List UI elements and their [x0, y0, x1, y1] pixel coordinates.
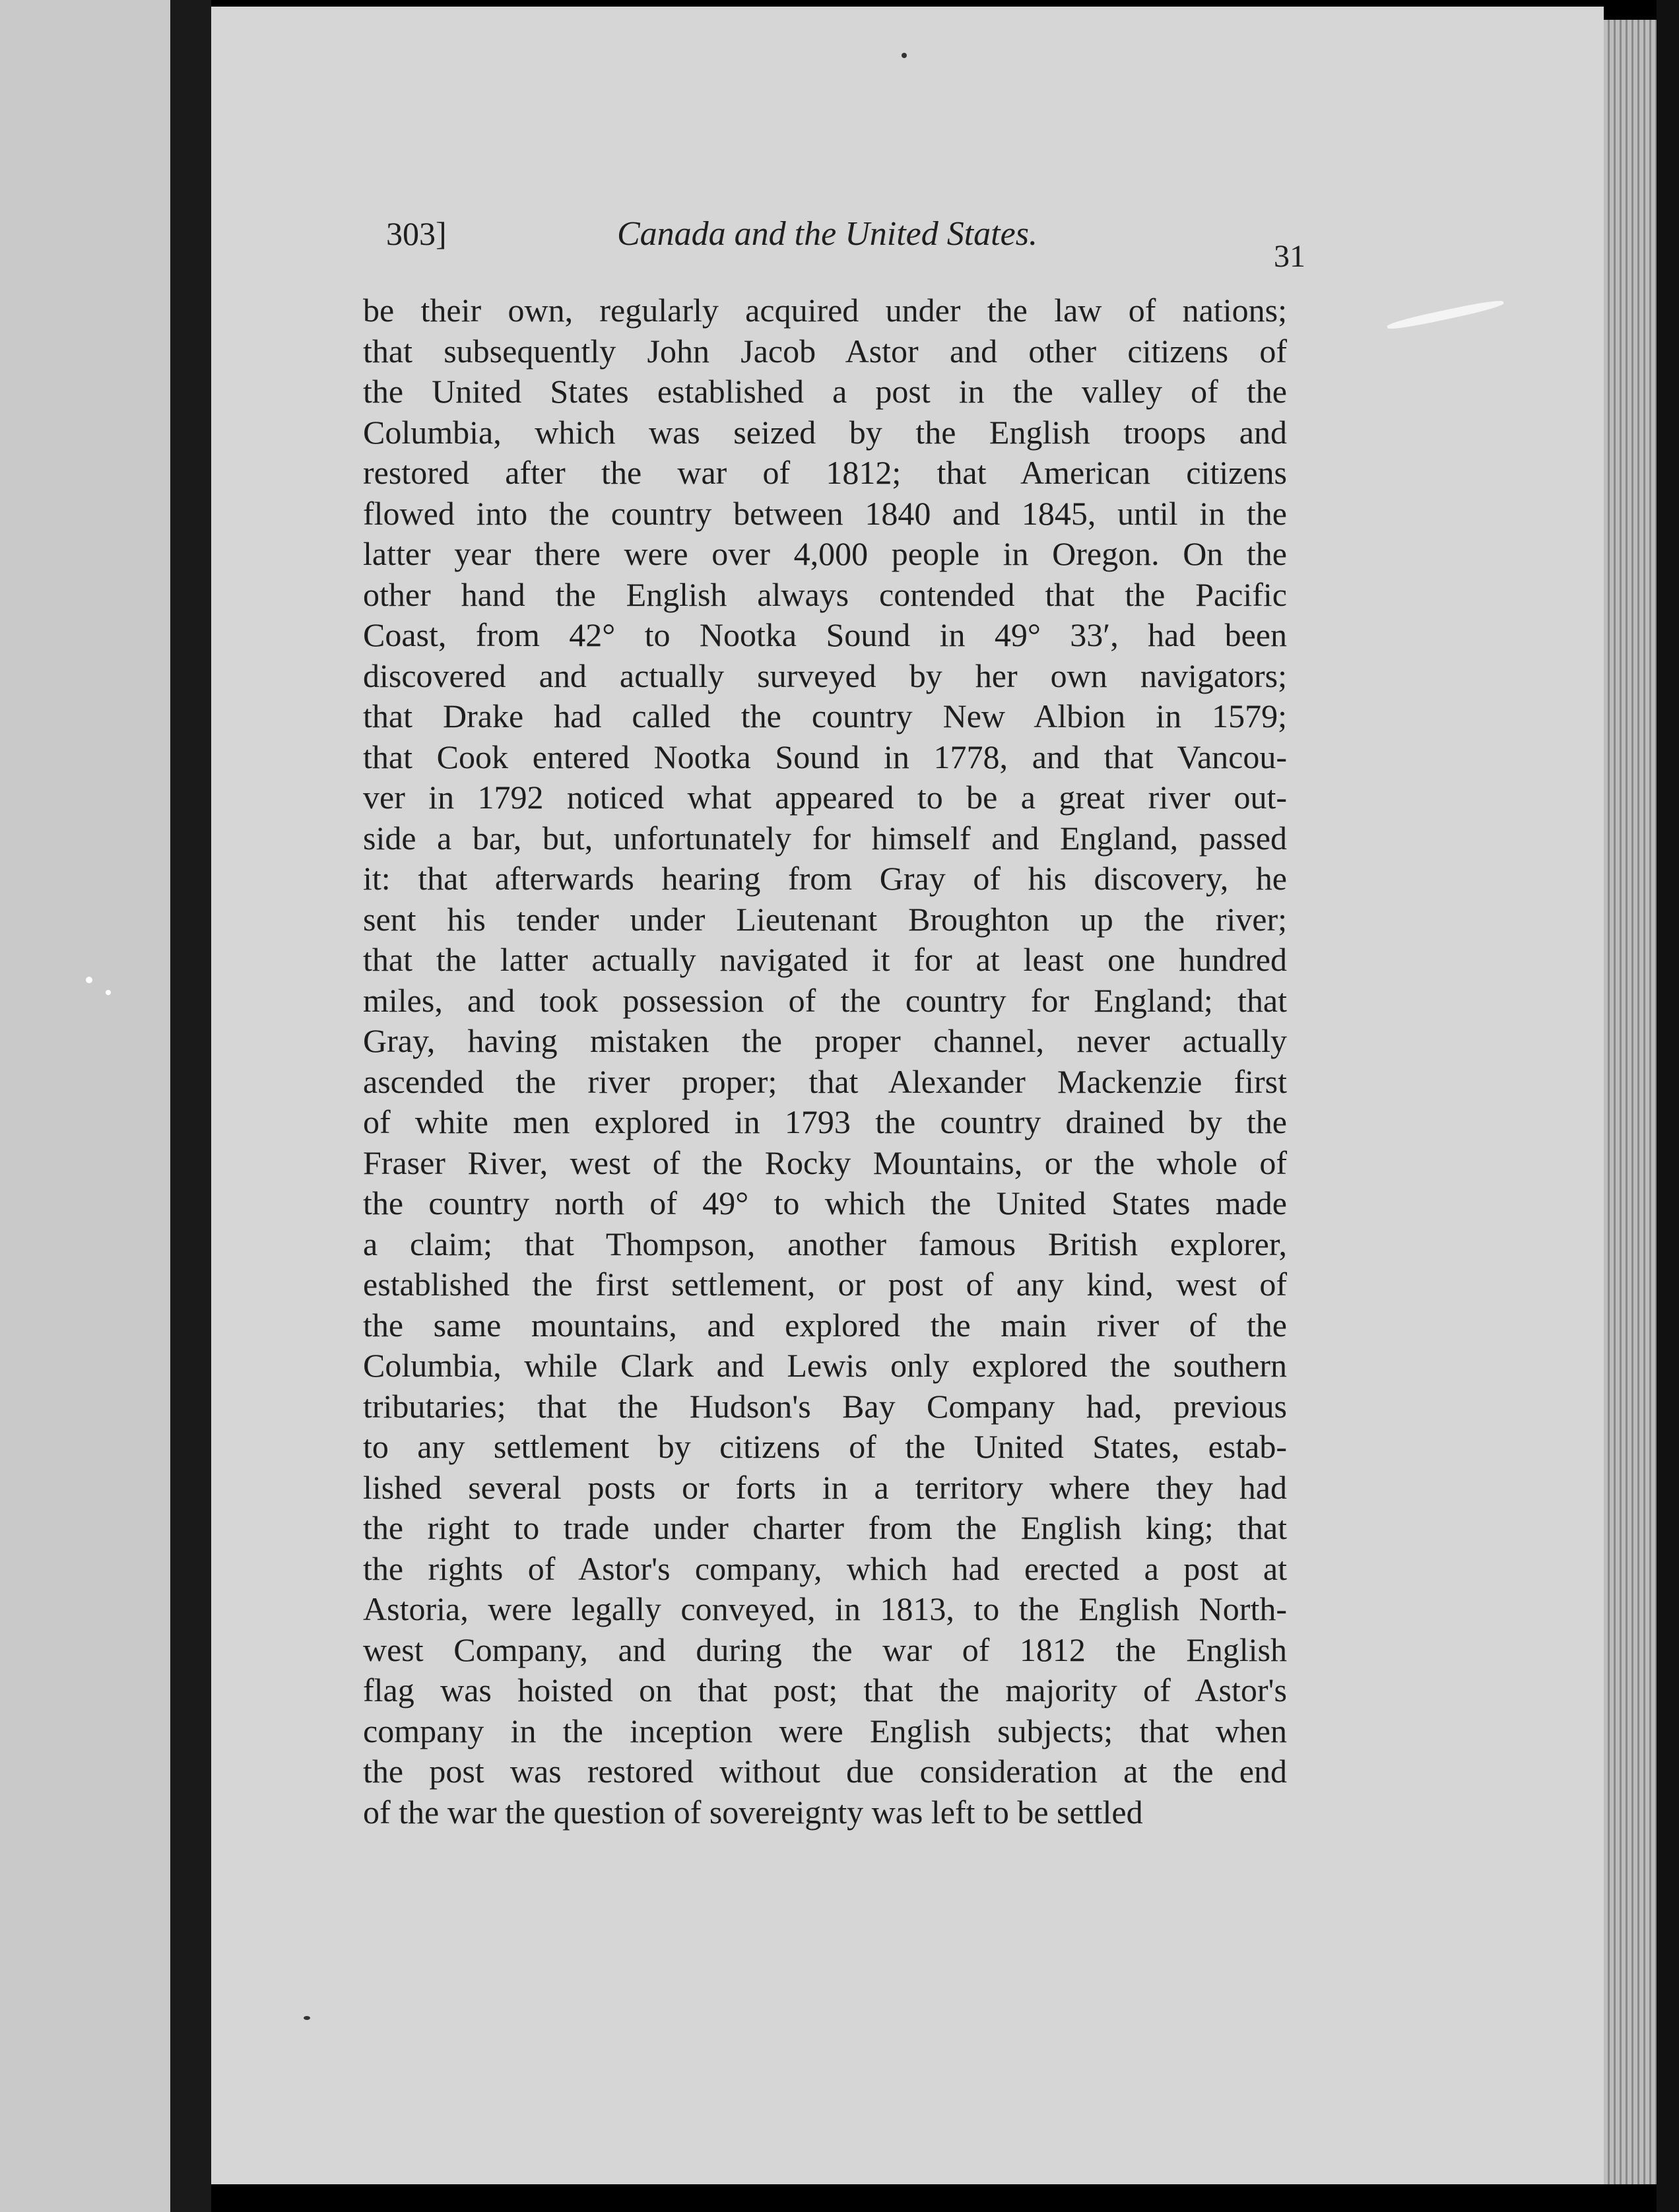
- text-line: the country north of 49° to which the United States made: [363, 1185, 1287, 1221]
- text-line: ascended the river proper; that Alexander Mackenzie first: [363, 1062, 1287, 1100]
- text-line: company in the inception were English subjects; that when: [363, 1712, 1287, 1749]
- page-stack-edges: [1604, 20, 1657, 2184]
- scan-speck: [304, 2016, 310, 2020]
- text-line: the right to trade under charter from the English king; that: [363, 1509, 1287, 1546]
- body-text: [363, 290, 1287, 1833]
- text-line: the United States established a post in the valley of the: [363, 373, 1287, 410]
- text-line: established the first settlement, or post of any kind, west of: [363, 1266, 1287, 1303]
- page-reference: 303]: [386, 215, 447, 252]
- text-line: that Drake had called the country New Albion in 1579;: [363, 698, 1287, 734]
- text-line: flag was hoisted on that post; that the majority of Astor's: [363, 1672, 1287, 1708]
- text-line: it: that afterwards hearing from Gray of his discovery, he: [363, 860, 1287, 897]
- text-line: Gray, having mistaken the proper channel, never actually: [363, 1022, 1287, 1059]
- text-line: the rights of Astor's company, which had erected a post at: [363, 1549, 1287, 1587]
- text-line: a claim; that Thompson, another famous British explorer,: [363, 1225, 1287, 1262]
- text-line: that subsequently John Jacob Astor and other citizens of: [363, 332, 1287, 370]
- text-line: side a bar, but, unfortunately for himself and England, passed: [363, 819, 1287, 857]
- scan-speck: [106, 990, 111, 995]
- text-line: ver in 1792 noticed what appeared to be a great river out-: [363, 779, 1287, 816]
- text-line: Astoria, were legally conveyed, in 1813, to the English North-: [363, 1590, 1287, 1627]
- page-number: 31: [1274, 239, 1305, 274]
- text-line: Columbia, while Clark and Lewis only explored the southern: [363, 1347, 1287, 1384]
- text-line: Coast, from 42° to Nootka Sound in 49° 33′, had been: [363, 616, 1287, 653]
- text-line: of the war the question of sovereignty was left to be settled: [363, 1793, 1143, 1831]
- running-head: [386, 214, 1320, 274]
- text-line: west Company, and during the war of 1812 the English: [363, 1631, 1287, 1668]
- text-line: the post was restored without due consideration at the end: [363, 1753, 1287, 1790]
- facing-page: [0, 0, 170, 2212]
- text-line: tributaries; that the Hudson's Bay Company had, previous: [363, 1387, 1287, 1425]
- text-line: lished several posts or forts in a territory where they had: [363, 1468, 1287, 1506]
- book-gutter: [170, 0, 211, 2212]
- text-line: Columbia, which was seized by the English troops and: [363, 413, 1287, 451]
- text-line: discovered and actually surveyed by her own navigators;: [363, 657, 1287, 694]
- text-line: Fraser River, west of the Rocky Mountains, or the whole of: [363, 1144, 1287, 1181]
- text-line: flowed into the country between 1840 and 1845, until in the: [363, 494, 1287, 532]
- text-line: that the latter actually navigated it for at least one hundred: [363, 941, 1287, 978]
- text-line: sent his tender under Lieutenant Broughton up the river;: [363, 900, 1287, 938]
- text-line: be their own, regularly acquired under the law of nations;: [363, 292, 1287, 329]
- scan-speck: [902, 53, 907, 58]
- text-line: of white men explored in 1793 the country drained by the: [363, 1103, 1287, 1140]
- scan-border: [1657, 0, 1679, 2212]
- text-line: that Cook entered Nootka Sound in 1778, and that Vancou-: [363, 738, 1287, 775]
- text-line: the same mountains, and explored the main river of the: [363, 1306, 1287, 1344]
- text-line: to any settlement by citizens of the United States, estab-: [363, 1428, 1287, 1465]
- page-title: Canada and the United States.: [617, 215, 1037, 253]
- text-line: restored after the war of 1812; that American citizens: [363, 454, 1287, 491]
- text-line: other hand the English always contended that the Pacific: [363, 575, 1287, 613]
- text-line: miles, and took possession of the country for England; that: [363, 981, 1287, 1019]
- scan-speck: [86, 977, 92, 983]
- text-line: latter year there were over 4,000 people in Oregon. On the: [363, 535, 1287, 572]
